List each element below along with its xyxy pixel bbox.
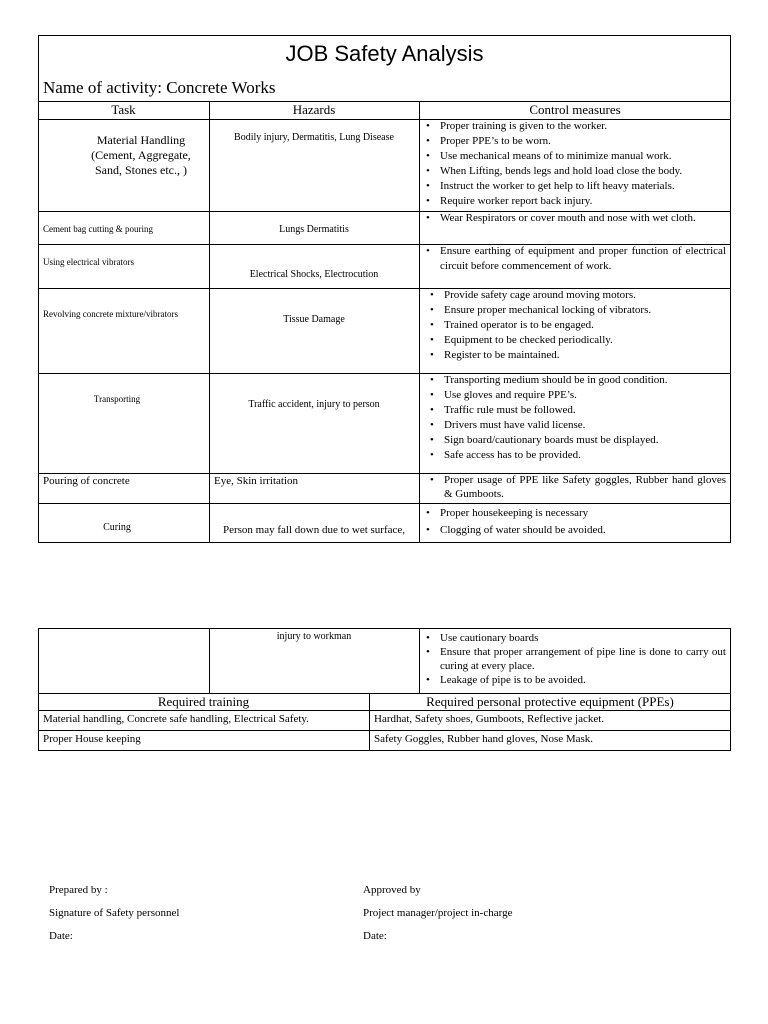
hazard-cell: Eye, Skin irritation bbox=[214, 475, 299, 487]
task-cell: Pouring of concrete bbox=[43, 475, 130, 487]
control-list bbox=[420, 631, 726, 687]
control-measure-item: • Safe access has to be provided. bbox=[424, 448, 726, 463]
date-label: Date: bbox=[363, 930, 387, 942]
control-measure-item: • Wear Respirators or cover mouth and nose with wet cloth. bbox=[420, 211, 726, 226]
control-measure-item: • Drivers must have valid license. bbox=[424, 418, 726, 433]
ppe-cell: Safety Goggles, Rubber hand gloves, Nose Mask. bbox=[374, 733, 594, 745]
control-measure-item: • Proper usage of PPE like Safety goggles, Rubber hand gloves & Gumboots. bbox=[424, 473, 726, 501]
hazard-cell: Tissue Damage bbox=[283, 314, 345, 325]
ppe-cell: Hardhat, Safety shoes, Gumboots, Reflective jacket. bbox=[374, 713, 605, 725]
activity-name: Name of activity: Concrete Works bbox=[43, 78, 276, 97]
control-measure-item: • Transporting medium should be in good condition. bbox=[424, 373, 726, 388]
project-manager-label: Project manager/project in-charge bbox=[363, 907, 513, 919]
control-measure-item: • Instruct the worker to get help to lift heavy materials. bbox=[420, 179, 726, 194]
control-measure-item: • When Lifting, bends legs and hold load close the body. bbox=[420, 164, 726, 179]
control-measure-item: • Proper PPE’s to be worn. bbox=[420, 134, 726, 149]
prepared-by-label: Prepared by : bbox=[49, 884, 108, 896]
hazard-cell: Electrical Shocks, Electrocution bbox=[249, 269, 379, 280]
control-measure-item: • Provide safety cage around moving motors. bbox=[424, 288, 726, 303]
control-measure-item: • Ensure proper mechanical locking of vibrators. bbox=[424, 303, 726, 318]
control-list bbox=[424, 373, 726, 463]
control-list bbox=[420, 119, 726, 209]
control-measure-item: • Require worker report back injury. bbox=[420, 194, 726, 209]
control-measure-item: • Proper training is given to the worker. bbox=[420, 119, 726, 134]
safety-signature-label: Signature of Safety personnel bbox=[49, 907, 180, 919]
control-measure-item: • Traffic rule must be followed. bbox=[424, 403, 726, 418]
required-ppe-header: Required personal protective equipment (PPEs) bbox=[426, 694, 674, 709]
control-measure-item: • Use mechanical means of to minimize manual work. bbox=[420, 149, 726, 164]
control-measure-item: • Ensure that proper arrangement of pipe line is done to carry out curing at every place. bbox=[420, 645, 726, 673]
date-label: Date: bbox=[49, 930, 73, 942]
control-measure-item: • Trained operator is to be engaged. bbox=[424, 318, 726, 333]
control-measure-item: • Clogging of water should be avoided. bbox=[420, 522, 726, 539]
hazard-cell: Person may fall down due to wet surface, bbox=[222, 524, 406, 536]
hazard-cell: Traffic accident, injury to person bbox=[248, 399, 380, 410]
page-title: JOB Safety Analysis bbox=[285, 41, 484, 66]
control-measure-item: • Equipment to be checked periodically. bbox=[424, 333, 726, 348]
control-measure-item: • Use cautionary boards bbox=[420, 631, 726, 645]
control-measure-item: • Ensure earthing of equipment and proper function of electrical circuit before commencement of work. bbox=[420, 244, 726, 274]
control-measure-item: • Leakage of pipe is to be avoided. bbox=[420, 673, 726, 687]
control-list bbox=[420, 244, 726, 274]
header-task: Task bbox=[111, 102, 136, 117]
control-measure-item: • Use gloves and require PPE’s. bbox=[424, 388, 726, 403]
task-cell: Material Handling (Cement, Aggregate, Sand, Stones etc., ) bbox=[91, 133, 191, 177]
hazard-cell: injury to workman bbox=[276, 631, 352, 642]
task-cell: Using electrical vibrators bbox=[43, 257, 134, 267]
control-measure-item: • Proper housekeeping is necessary bbox=[420, 505, 726, 522]
control-list bbox=[420, 505, 726, 539]
control-list bbox=[420, 211, 726, 226]
hazard-cell: Lungs Dermatitis bbox=[279, 224, 349, 235]
control-measure-item: • Register to be maintained. bbox=[424, 348, 726, 363]
task-cell: Cement bag cutting & pouring bbox=[43, 224, 153, 234]
task-cell: Curing bbox=[103, 522, 131, 533]
approved-by-label: Approved by bbox=[363, 884, 421, 896]
control-list bbox=[424, 473, 726, 501]
required-training-header: Required training bbox=[157, 694, 250, 709]
training-cell: Material handling, Concrete safe handling, Electrical Safety. bbox=[43, 713, 309, 725]
control-measure-item: • Sign board/cautionary boards must be displayed. bbox=[424, 433, 726, 448]
training-cell: Proper House keeping bbox=[43, 733, 141, 745]
header-control-measures: Control measures bbox=[529, 102, 621, 117]
header-hazards: Hazards bbox=[292, 102, 336, 117]
hazard-cell: Bodily injury, Dermatitis, Lung Disease bbox=[234, 132, 394, 143]
task-cell: Transporting bbox=[93, 394, 141, 404]
control-list bbox=[424, 288, 726, 363]
task-cell: Revolving concrete mixture/vibrators bbox=[43, 309, 178, 319]
